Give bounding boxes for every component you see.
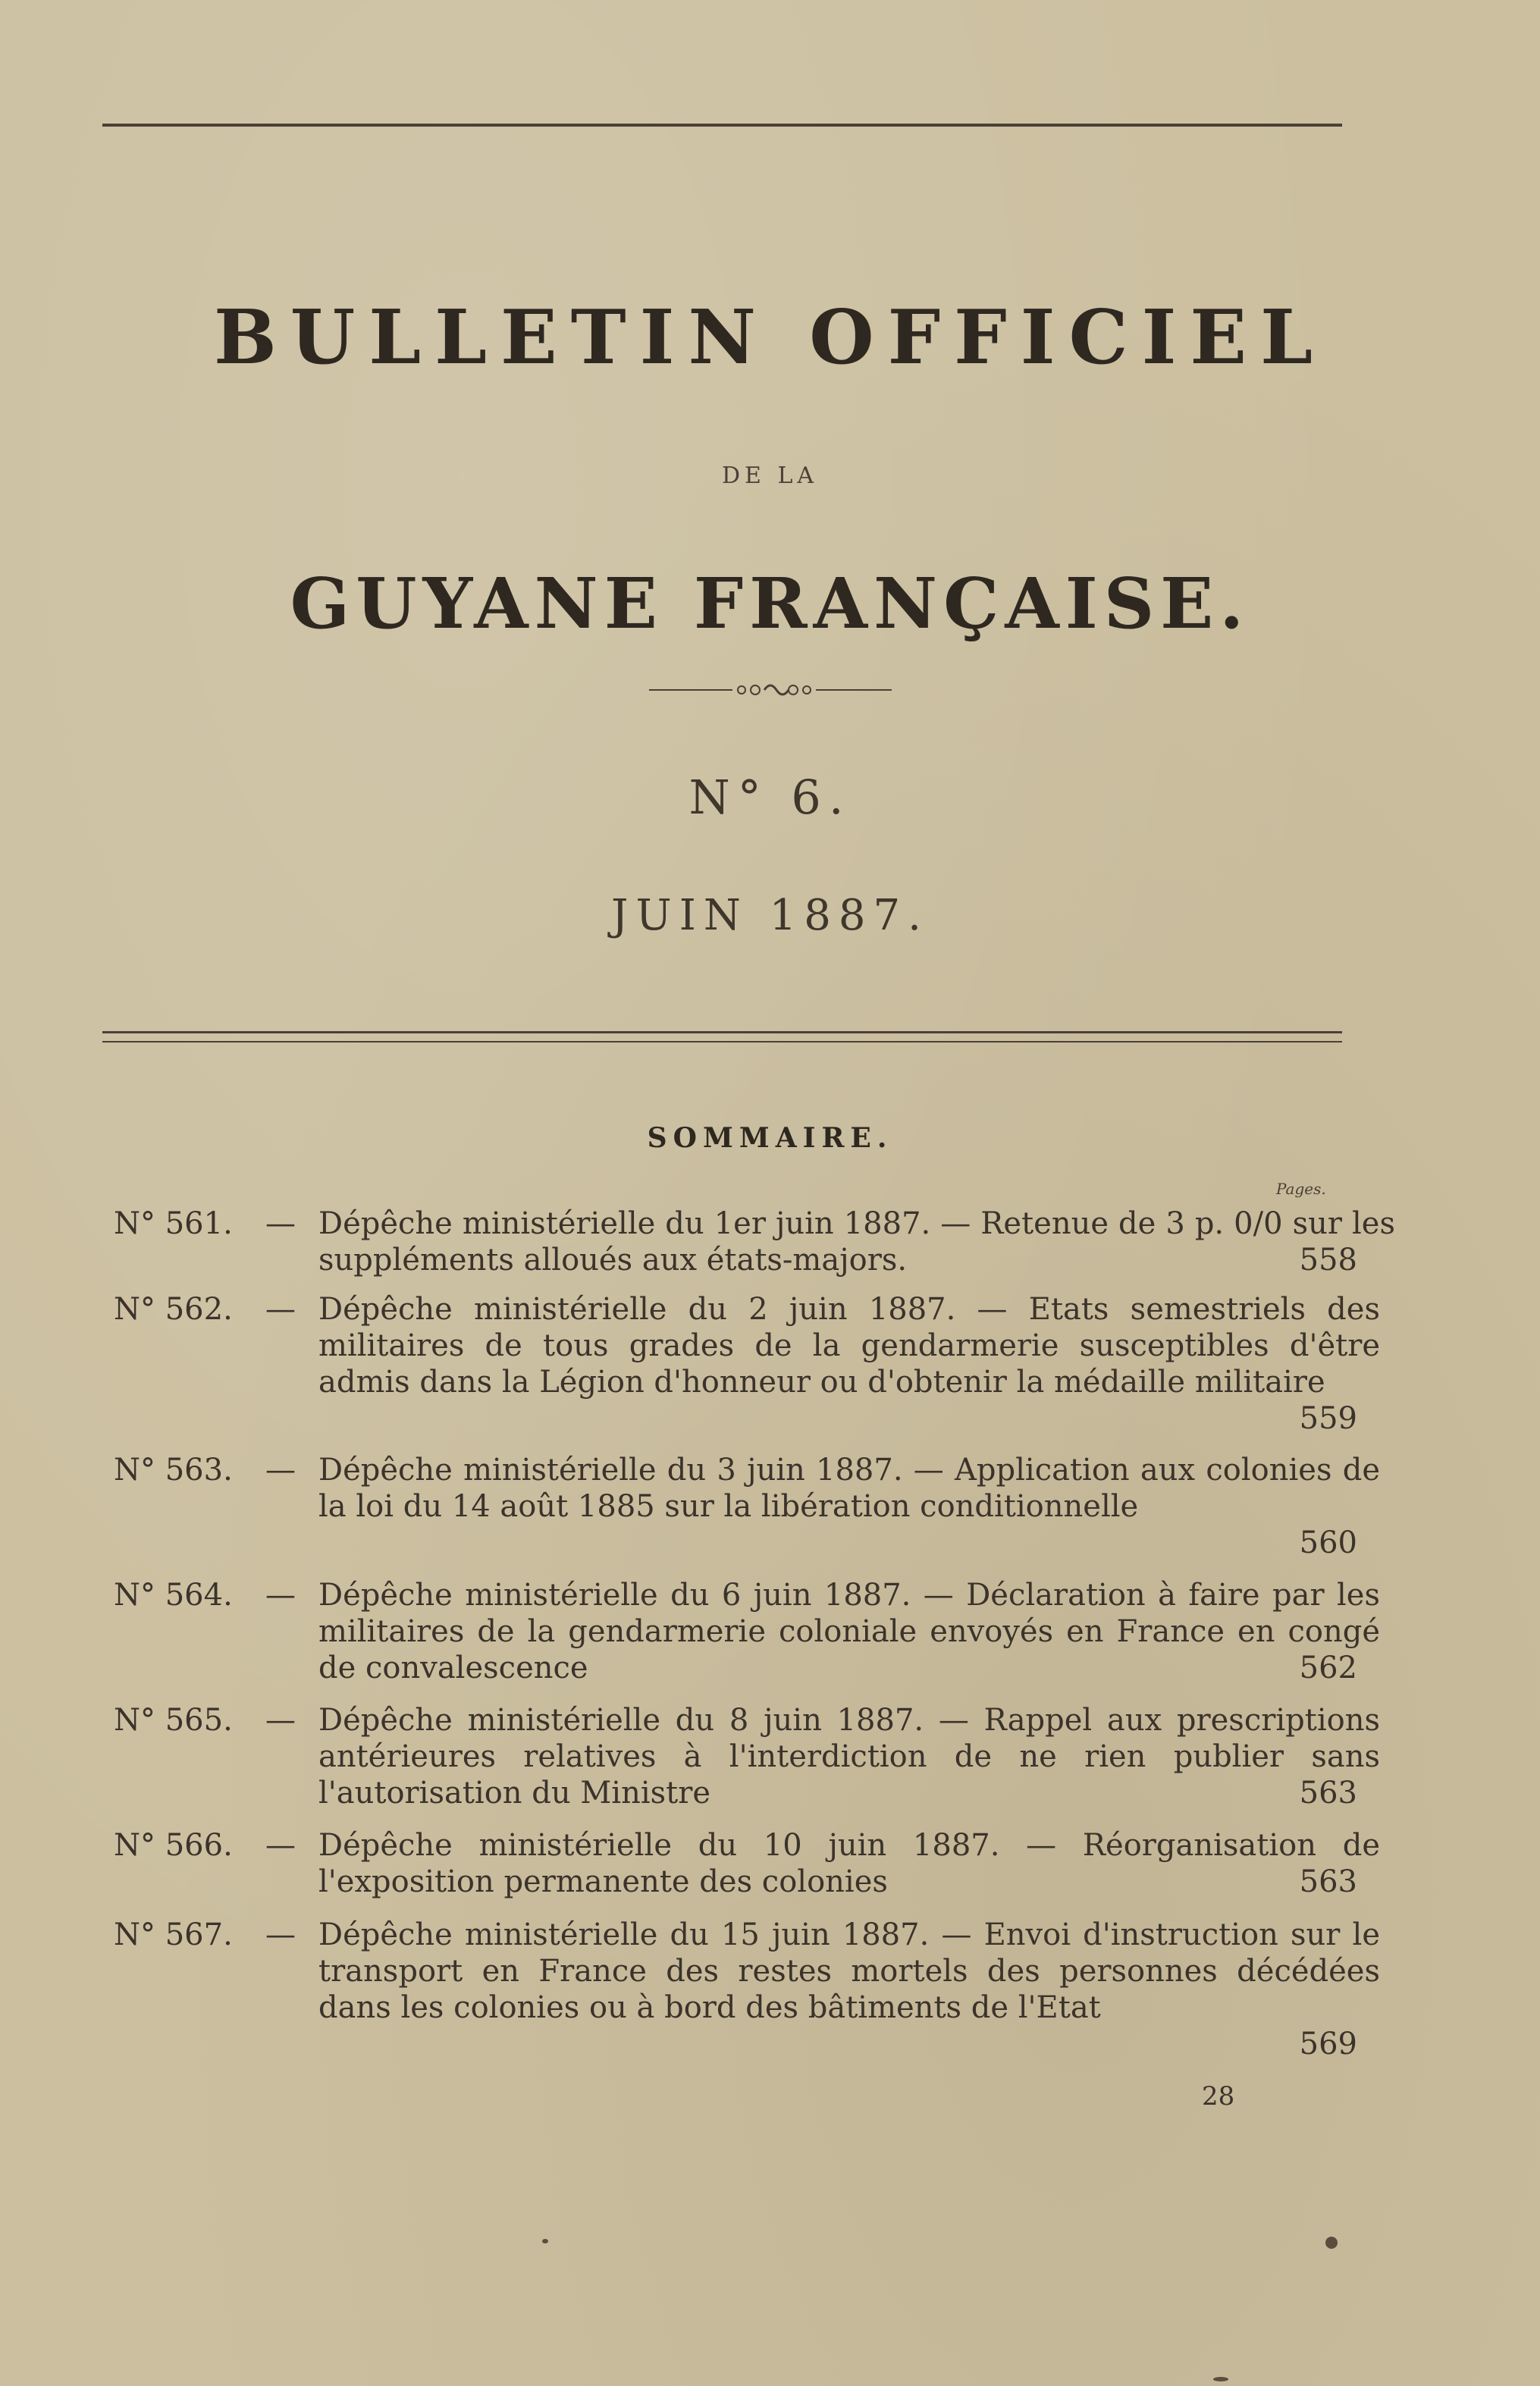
entry-page: 563 xyxy=(1299,1864,1357,1899)
pages-column-label: Pages. xyxy=(1276,1180,1326,1198)
entry-number: N° 566. xyxy=(114,1828,233,1863)
entry-text: Dépêche ministérielle du 3 juin 1887. — Application aux colonies de la loi du 14 août 1885 sur la libération conditionnelle xyxy=(318,1453,1380,1524)
middle-rule-thin xyxy=(102,1041,1342,1043)
entry-text: Dépêche ministérielle du 8 juin 1887. — Rappel aux prescriptions antérieures relatives à l'interdiction de ne rien publier sans l'autorisation du Ministre xyxy=(318,1703,1380,1811)
ink-speck xyxy=(1213,2377,1228,2381)
entry-page: 562 xyxy=(1299,1651,1357,1685)
bulletin-title: BULLETIN OFFICIEL xyxy=(213,294,1327,381)
entry-text: Dépêche ministérielle du 6 juin 1887. — Déclaration à faire par les militaires de la gendarmerie coloniale envoyés en France en congé de convalescence xyxy=(318,1578,1380,1685)
entry-number: N° 567. xyxy=(114,1917,233,1952)
ornament-divider xyxy=(0,675,1540,705)
entry-text: Dépêche ministérielle du 1er juin 1887. — Retenue de 3 p. 0/0 sur les suppléments alloués aux états-majors. xyxy=(318,1206,1395,1278)
ink-speck xyxy=(1325,2237,1338,2249)
entry-number: N° 561. xyxy=(114,1206,233,1241)
entry-number: N° 565. xyxy=(114,1703,233,1738)
entry-page: 563 xyxy=(1299,1776,1357,1811)
bulletin-title-guyane: GUYANE FRANÇAISE. xyxy=(290,563,1250,644)
entry-dash: — xyxy=(265,1828,296,1863)
middle-rule xyxy=(102,1031,1342,1033)
entry-dash: — xyxy=(265,1578,296,1613)
entry-number: N° 564. xyxy=(114,1578,233,1613)
entry-dash: — xyxy=(265,1703,296,1738)
entry-page: 569 xyxy=(1299,2027,1357,2061)
entry-dash: — xyxy=(265,1917,296,1952)
entry-number: N° 563. xyxy=(114,1453,233,1488)
entry-page: 559 xyxy=(1299,1401,1357,1436)
entry-text: Dépêche ministérielle du 10 juin 1887. — Réorganisation de l'exposition permanente des colonies xyxy=(318,1828,1380,1899)
entry-page: 558 xyxy=(1299,1243,1357,1278)
entry-number: N° 562. xyxy=(114,1292,233,1327)
bulletin-subtitle-de-la: DE LA xyxy=(721,462,819,489)
summary-heading: SOMMAIRE. xyxy=(647,1122,893,1154)
entry-page: 560 xyxy=(1299,1525,1357,1560)
top-rule xyxy=(102,124,1342,127)
issue-date: JUIN 1887. xyxy=(611,891,929,940)
entry-text: Dépêche ministérielle du 2 juin 1887. — Etats semestriels des militaires de tous grades de la gendarmerie susceptibles d'être admis dans la Légion d'honneur ou d'obtenir la médaille militaire xyxy=(318,1292,1380,1400)
entry-dash: — xyxy=(265,1206,296,1241)
issue-number: N° 6. xyxy=(688,770,852,825)
entry-dash: — xyxy=(265,1453,296,1488)
ink-speck xyxy=(542,2239,548,2243)
entry-text: Dépêche ministérielle du 15 juin 1887. — Envoi d'instruction sur le transport en France des restes mortels des personnes décédées dans les colonies ou à bord des bâtiments de l'Etat xyxy=(318,1917,1380,2025)
entry-dash: — xyxy=(265,1292,296,1327)
signature-mark: 28 xyxy=(1202,2081,1235,2112)
